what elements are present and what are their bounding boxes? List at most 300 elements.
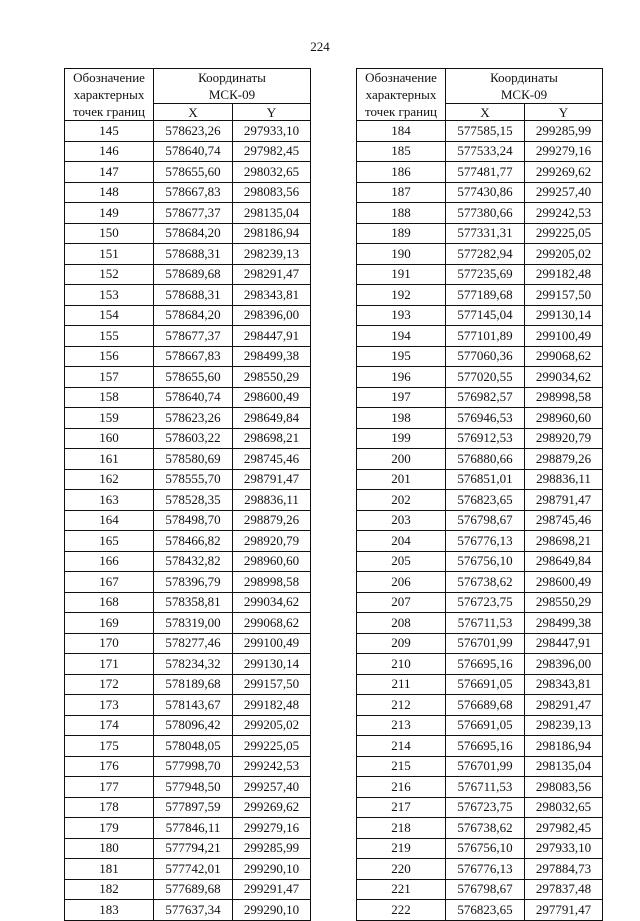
x-coordinate-cell: 578143,67 <box>154 695 233 716</box>
x-coordinate-cell: 578234,32 <box>154 654 233 675</box>
table-row <box>65 367 311 388</box>
table-row <box>65 756 311 777</box>
x-coordinate-cell: 578655,60 <box>154 162 233 183</box>
point-number-cell: 184 <box>357 121 446 142</box>
x-coordinate-cell: 576689,68 <box>446 695 525 716</box>
y-coordinate-cell: 299182,48 <box>525 264 603 285</box>
table-row <box>65 572 311 593</box>
table-row <box>65 838 311 859</box>
x-coordinate-cell: 577380,66 <box>446 203 525 224</box>
x-coordinate-cell: 576946,53 <box>446 408 525 429</box>
y-coordinate-cell: 298499,38 <box>525 613 603 634</box>
coordinates-header <box>446 69 603 104</box>
point-number-cell: 162 <box>65 469 154 490</box>
designation-header-line3: точек границ <box>72 104 146 119</box>
point-number-cell: 157 <box>65 367 154 388</box>
y-coordinate-cell: 298239,13 <box>233 244 311 265</box>
table-row <box>357 879 603 900</box>
x-coordinate-cell: 576776,13 <box>446 859 525 880</box>
point-number-cell: 148 <box>65 182 154 203</box>
point-number-cell: 203 <box>357 510 446 531</box>
x-coordinate-cell: 578048,05 <box>154 736 233 757</box>
table-row <box>357 736 603 757</box>
table-row <box>65 244 311 265</box>
x-coordinate-cell: 576695,16 <box>446 654 525 675</box>
table-row <box>357 592 603 613</box>
table-row <box>357 715 603 736</box>
table-row <box>357 469 603 490</box>
x-coordinate-cell: 577189,68 <box>446 285 525 306</box>
x-coordinate-cell: 578358,81 <box>154 592 233 613</box>
x-coordinate-cell: 578688,31 <box>154 285 233 306</box>
point-number-cell: 154 <box>65 305 154 326</box>
point-number-cell: 147 <box>65 162 154 183</box>
y-coordinate-cell: 299100,49 <box>233 633 311 654</box>
point-number-cell: 161 <box>65 449 154 470</box>
point-number-cell: 182 <box>65 879 154 900</box>
y-coordinate-cell: 298920,79 <box>233 531 311 552</box>
point-number-cell: 206 <box>357 572 446 593</box>
table-row <box>65 449 311 470</box>
table-row <box>357 797 603 818</box>
table-row <box>357 572 603 593</box>
x-coordinate-cell: 577689,68 <box>154 879 233 900</box>
y-coordinate-cell: 299279,16 <box>233 818 311 839</box>
table-row <box>357 428 603 449</box>
table-row <box>65 695 311 716</box>
point-number-cell: 187 <box>357 182 446 203</box>
coordinates-header-line1: Координаты <box>198 70 266 85</box>
y-coordinate-cell: 298600,49 <box>525 572 603 593</box>
x-coordinate-cell: 578689,68 <box>154 264 233 285</box>
y-coordinate-cell: 298998,58 <box>525 387 603 408</box>
point-number-cell: 211 <box>357 674 446 695</box>
table-row <box>357 531 603 552</box>
x-coordinate-cell: 576798,67 <box>446 879 525 900</box>
table-row <box>357 654 603 675</box>
y-coordinate-cell: 299157,50 <box>525 285 603 306</box>
table-row <box>65 797 311 818</box>
point-number-cell: 215 <box>357 756 446 777</box>
x-coordinate-cell: 576723,75 <box>446 797 525 818</box>
x-coordinate-cell: 578277,46 <box>154 633 233 654</box>
y-coordinate-cell: 299257,40 <box>233 777 311 798</box>
table-row <box>357 305 603 326</box>
designation-header-line3: точек границ <box>364 104 438 119</box>
point-number-cell: 212 <box>357 695 446 716</box>
table-row <box>357 346 603 367</box>
y-coordinate-cell: 298135,04 <box>525 756 603 777</box>
table-row <box>65 900 311 921</box>
table-row <box>65 121 311 142</box>
x-coordinate-cell: 578684,20 <box>154 223 233 244</box>
point-number-cell: 150 <box>65 223 154 244</box>
column-x-header: X <box>154 104 233 121</box>
y-coordinate-cell: 298649,84 <box>525 551 603 572</box>
y-coordinate-cell: 298791,47 <box>233 469 311 490</box>
y-coordinate-cell: 298396,00 <box>233 305 311 326</box>
table-row <box>357 490 603 511</box>
x-coordinate-cell: 578667,83 <box>154 346 233 367</box>
x-coordinate-cell: 576823,65 <box>446 490 525 511</box>
point-number-cell: 204 <box>357 531 446 552</box>
y-coordinate-cell: 299034,62 <box>233 592 311 613</box>
table-row <box>357 387 603 408</box>
table-row <box>65 326 311 347</box>
coordinates-header-line2: МСК-09 <box>500 87 548 102</box>
y-coordinate-cell: 297982,45 <box>233 141 311 162</box>
point-number-cell: 168 <box>65 592 154 613</box>
x-coordinate-cell: 578688,31 <box>154 244 233 265</box>
point-number-cell: 198 <box>357 408 446 429</box>
x-coordinate-cell: 577533,24 <box>446 141 525 162</box>
x-coordinate-cell: 577331,31 <box>446 223 525 244</box>
y-coordinate-cell: 298239,13 <box>525 715 603 736</box>
point-number-cell: 163 <box>65 490 154 511</box>
y-coordinate-cell: 299157,50 <box>233 674 311 695</box>
table-row <box>357 695 603 716</box>
x-coordinate-cell: 576776,13 <box>446 531 525 552</box>
x-coordinate-cell: 576738,62 <box>446 818 525 839</box>
y-coordinate-cell: 298083,56 <box>233 182 311 203</box>
y-coordinate-cell: 298698,21 <box>233 428 311 449</box>
y-coordinate-cell: 298960,60 <box>233 551 311 572</box>
point-number-cell: 194 <box>357 326 446 347</box>
table-row <box>65 633 311 654</box>
x-coordinate-cell: 577585,15 <box>446 121 525 142</box>
x-coordinate-cell: 577235,69 <box>446 264 525 285</box>
x-coordinate-cell: 576695,16 <box>446 736 525 757</box>
point-number-cell: 189 <box>357 223 446 244</box>
point-number-cell: 183 <box>65 900 154 921</box>
x-coordinate-cell: 578655,60 <box>154 367 233 388</box>
table-row <box>357 121 603 142</box>
y-coordinate-cell: 299242,53 <box>525 203 603 224</box>
point-number-cell: 192 <box>357 285 446 306</box>
point-number-cell: 208 <box>357 613 446 634</box>
y-coordinate-cell: 298186,94 <box>233 223 311 244</box>
y-coordinate-cell: 299182,48 <box>233 695 311 716</box>
table-row <box>357 900 603 921</box>
designation-header <box>65 69 154 121</box>
y-coordinate-cell: 297982,45 <box>525 818 603 839</box>
y-coordinate-cell: 298186,94 <box>525 736 603 757</box>
y-coordinate-cell: 297884,73 <box>525 859 603 880</box>
x-coordinate-cell: 578096,42 <box>154 715 233 736</box>
y-coordinate-cell: 298135,04 <box>233 203 311 224</box>
x-coordinate-cell: 578498,70 <box>154 510 233 531</box>
point-number-cell: 200 <box>357 449 446 470</box>
x-coordinate-cell: 578319,00 <box>154 613 233 634</box>
y-coordinate-cell: 298600,49 <box>233 387 311 408</box>
table-row <box>65 264 311 285</box>
point-number-cell: 181 <box>65 859 154 880</box>
table-row <box>65 859 311 880</box>
y-coordinate-cell: 298447,91 <box>525 633 603 654</box>
y-coordinate-cell: 299242,53 <box>233 756 311 777</box>
point-number-cell: 179 <box>65 818 154 839</box>
y-coordinate-cell: 297837,48 <box>525 879 603 900</box>
y-coordinate-cell: 299100,49 <box>525 326 603 347</box>
point-number-cell: 218 <box>357 818 446 839</box>
column-x-header: X <box>446 104 525 121</box>
table-row <box>357 449 603 470</box>
point-number-cell: 222 <box>357 900 446 921</box>
point-number-cell: 146 <box>65 141 154 162</box>
x-coordinate-cell: 576823,65 <box>446 900 525 921</box>
x-coordinate-cell: 577060,36 <box>446 346 525 367</box>
table-row <box>65 387 311 408</box>
y-coordinate-cell: 298550,29 <box>233 367 311 388</box>
y-coordinate-cell: 298291,47 <box>233 264 311 285</box>
x-coordinate-cell: 576880,66 <box>446 449 525 470</box>
y-coordinate-cell: 298745,46 <box>525 510 603 531</box>
coordinates-header <box>154 69 311 104</box>
y-coordinate-cell: 298447,91 <box>233 326 311 347</box>
coordinates-table-left <box>64 68 311 921</box>
point-number-cell: 151 <box>65 244 154 265</box>
table-row <box>65 305 311 326</box>
y-coordinate-cell: 299034,62 <box>525 367 603 388</box>
point-number-cell: 191 <box>357 264 446 285</box>
y-coordinate-cell: 297791,47 <box>525 900 603 921</box>
x-coordinate-cell: 578580,69 <box>154 449 233 470</box>
coordinates-header-line2: МСК-09 <box>208 87 256 102</box>
x-coordinate-cell: 578640,74 <box>154 387 233 408</box>
y-coordinate-cell: 299269,62 <box>233 797 311 818</box>
table-row <box>65 285 311 306</box>
table-row <box>65 346 311 367</box>
y-coordinate-cell: 298343,81 <box>525 674 603 695</box>
x-coordinate-cell: 578623,26 <box>154 121 233 142</box>
table-row <box>65 613 311 634</box>
y-coordinate-cell: 299285,99 <box>525 121 603 142</box>
y-coordinate-cell: 299257,40 <box>525 182 603 203</box>
point-number-cell: 165 <box>65 531 154 552</box>
x-coordinate-cell: 576756,10 <box>446 838 525 859</box>
table-row <box>65 777 311 798</box>
point-number-cell: 216 <box>357 777 446 798</box>
table-row <box>357 818 603 839</box>
table-row <box>65 736 311 757</box>
x-coordinate-cell: 578466,82 <box>154 531 233 552</box>
x-coordinate-cell: 577897,59 <box>154 797 233 818</box>
table-row <box>357 264 603 285</box>
x-coordinate-cell: 578684,20 <box>154 305 233 326</box>
point-number-cell: 207 <box>357 592 446 613</box>
x-coordinate-cell: 576798,67 <box>446 510 525 531</box>
x-coordinate-cell: 577481,77 <box>446 162 525 183</box>
x-coordinate-cell: 577020,55 <box>446 367 525 388</box>
x-coordinate-cell: 577282,94 <box>446 244 525 265</box>
point-number-cell: 158 <box>65 387 154 408</box>
y-coordinate-cell: 299225,05 <box>233 736 311 757</box>
table-row <box>357 182 603 203</box>
point-number-cell: 210 <box>357 654 446 675</box>
point-number-cell: 188 <box>357 203 446 224</box>
table-row <box>357 367 603 388</box>
x-coordinate-cell: 577998,70 <box>154 756 233 777</box>
x-coordinate-cell: 578667,83 <box>154 182 233 203</box>
point-number-cell: 190 <box>357 244 446 265</box>
point-number-cell: 201 <box>357 469 446 490</box>
point-number-cell: 214 <box>357 736 446 757</box>
y-coordinate-cell: 298836,11 <box>233 490 311 511</box>
table-row <box>65 674 311 695</box>
point-number-cell: 171 <box>65 654 154 675</box>
y-coordinate-cell: 298879,26 <box>233 510 311 531</box>
point-number-cell: 195 <box>357 346 446 367</box>
point-number-cell: 193 <box>357 305 446 326</box>
table-row <box>357 633 603 654</box>
table-row <box>65 818 311 839</box>
y-coordinate-cell: 298698,21 <box>525 531 603 552</box>
point-number-cell: 196 <box>357 367 446 388</box>
x-coordinate-cell: 577846,11 <box>154 818 233 839</box>
y-coordinate-cell: 298550,29 <box>525 592 603 613</box>
y-coordinate-cell: 298499,38 <box>233 346 311 367</box>
x-coordinate-cell: 576723,75 <box>446 592 525 613</box>
point-number-cell: 205 <box>357 551 446 572</box>
point-number-cell: 213 <box>357 715 446 736</box>
x-coordinate-cell: 578623,26 <box>154 408 233 429</box>
table-row <box>65 551 311 572</box>
table-row <box>65 182 311 203</box>
table-row <box>357 141 603 162</box>
point-number-cell: 174 <box>65 715 154 736</box>
table-row <box>357 777 603 798</box>
table-row <box>357 859 603 880</box>
y-coordinate-cell: 298998,58 <box>233 572 311 593</box>
point-number-cell: 197 <box>357 387 446 408</box>
x-coordinate-cell: 578640,74 <box>154 141 233 162</box>
designation-header-line1: Обозначение <box>73 70 145 85</box>
x-coordinate-cell: 576691,05 <box>446 715 525 736</box>
point-number-cell: 209 <box>357 633 446 654</box>
y-coordinate-cell: 299068,62 <box>525 346 603 367</box>
point-number-cell: 219 <box>357 838 446 859</box>
designation-header-line2: характерных <box>73 87 145 102</box>
point-number-cell: 186 <box>357 162 446 183</box>
x-coordinate-cell: 578189,68 <box>154 674 233 695</box>
table-row <box>357 838 603 859</box>
point-number-cell: 177 <box>65 777 154 798</box>
x-coordinate-cell: 577948,50 <box>154 777 233 798</box>
y-coordinate-cell: 299290,10 <box>233 900 311 921</box>
x-coordinate-cell: 577101,89 <box>446 326 525 347</box>
point-number-cell: 160 <box>65 428 154 449</box>
y-coordinate-cell: 299269,62 <box>525 162 603 183</box>
table-row <box>357 244 603 265</box>
x-coordinate-cell: 577145,04 <box>446 305 525 326</box>
y-coordinate-cell: 298649,84 <box>233 408 311 429</box>
y-coordinate-cell: 298745,46 <box>233 449 311 470</box>
coordinates-table-right <box>356 68 603 921</box>
point-number-cell: 169 <box>65 613 154 634</box>
point-number-cell: 199 <box>357 428 446 449</box>
x-coordinate-cell: 577794,21 <box>154 838 233 859</box>
table-row <box>357 408 603 429</box>
x-coordinate-cell: 578677,37 <box>154 326 233 347</box>
table-row <box>65 428 311 449</box>
x-coordinate-cell: 576701,99 <box>446 633 525 654</box>
y-coordinate-cell: 297933,10 <box>525 838 603 859</box>
table-row <box>357 551 603 572</box>
y-coordinate-cell: 298291,47 <box>525 695 603 716</box>
point-number-cell: 164 <box>65 510 154 531</box>
table-row <box>357 162 603 183</box>
table-row <box>65 715 311 736</box>
table-row <box>357 223 603 244</box>
point-number-cell: 149 <box>65 203 154 224</box>
point-number-cell: 145 <box>65 121 154 142</box>
y-coordinate-cell: 299130,14 <box>233 654 311 675</box>
x-coordinate-cell: 576851,01 <box>446 469 525 490</box>
point-number-cell: 172 <box>65 674 154 695</box>
point-number-cell: 152 <box>65 264 154 285</box>
point-number-cell: 180 <box>65 838 154 859</box>
point-number-cell: 170 <box>65 633 154 654</box>
table-row <box>65 141 311 162</box>
y-coordinate-cell: 297933,10 <box>233 121 311 142</box>
table-row <box>65 510 311 531</box>
y-coordinate-cell: 298083,56 <box>525 777 603 798</box>
x-coordinate-cell: 577637,34 <box>154 900 233 921</box>
table-row <box>357 285 603 306</box>
y-coordinate-cell: 298032,65 <box>525 797 603 818</box>
table-row <box>65 162 311 183</box>
point-number-cell: 167 <box>65 572 154 593</box>
table-row <box>65 408 311 429</box>
x-coordinate-cell: 578603,22 <box>154 428 233 449</box>
y-coordinate-cell: 299225,05 <box>525 223 603 244</box>
table-row <box>65 490 311 511</box>
y-coordinate-cell: 298396,00 <box>525 654 603 675</box>
point-number-cell: 217 <box>357 797 446 818</box>
point-number-cell: 173 <box>65 695 154 716</box>
y-coordinate-cell: 299205,02 <box>525 244 603 265</box>
point-number-cell: 185 <box>357 141 446 162</box>
x-coordinate-cell: 576711,53 <box>446 613 525 634</box>
page-number: 224 <box>310 39 330 54</box>
point-number-cell: 221 <box>357 879 446 900</box>
x-coordinate-cell: 576711,53 <box>446 777 525 798</box>
x-coordinate-cell: 576982,57 <box>446 387 525 408</box>
table-row <box>357 326 603 347</box>
table-row <box>65 531 311 552</box>
point-number-cell: 220 <box>357 859 446 880</box>
y-coordinate-cell: 299130,14 <box>525 305 603 326</box>
column-y-header: Y <box>525 104 603 121</box>
x-coordinate-cell: 576691,05 <box>446 674 525 695</box>
x-coordinate-cell: 576756,10 <box>446 551 525 572</box>
coordinates-header-line1: Координаты <box>490 70 558 85</box>
x-coordinate-cell: 578396,79 <box>154 572 233 593</box>
x-coordinate-cell: 578677,37 <box>154 203 233 224</box>
x-coordinate-cell: 576912,53 <box>446 428 525 449</box>
point-number-cell: 166 <box>65 551 154 572</box>
table-row <box>357 674 603 695</box>
y-coordinate-cell: 298836,11 <box>525 469 603 490</box>
table-row <box>357 756 603 777</box>
table-row <box>65 592 311 613</box>
point-number-cell: 202 <box>357 490 446 511</box>
x-coordinate-cell: 578432,82 <box>154 551 233 572</box>
point-number-cell: 153 <box>65 285 154 306</box>
y-coordinate-cell: 299285,99 <box>233 838 311 859</box>
y-coordinate-cell: 299291,47 <box>233 879 311 900</box>
x-coordinate-cell: 578528,35 <box>154 490 233 511</box>
